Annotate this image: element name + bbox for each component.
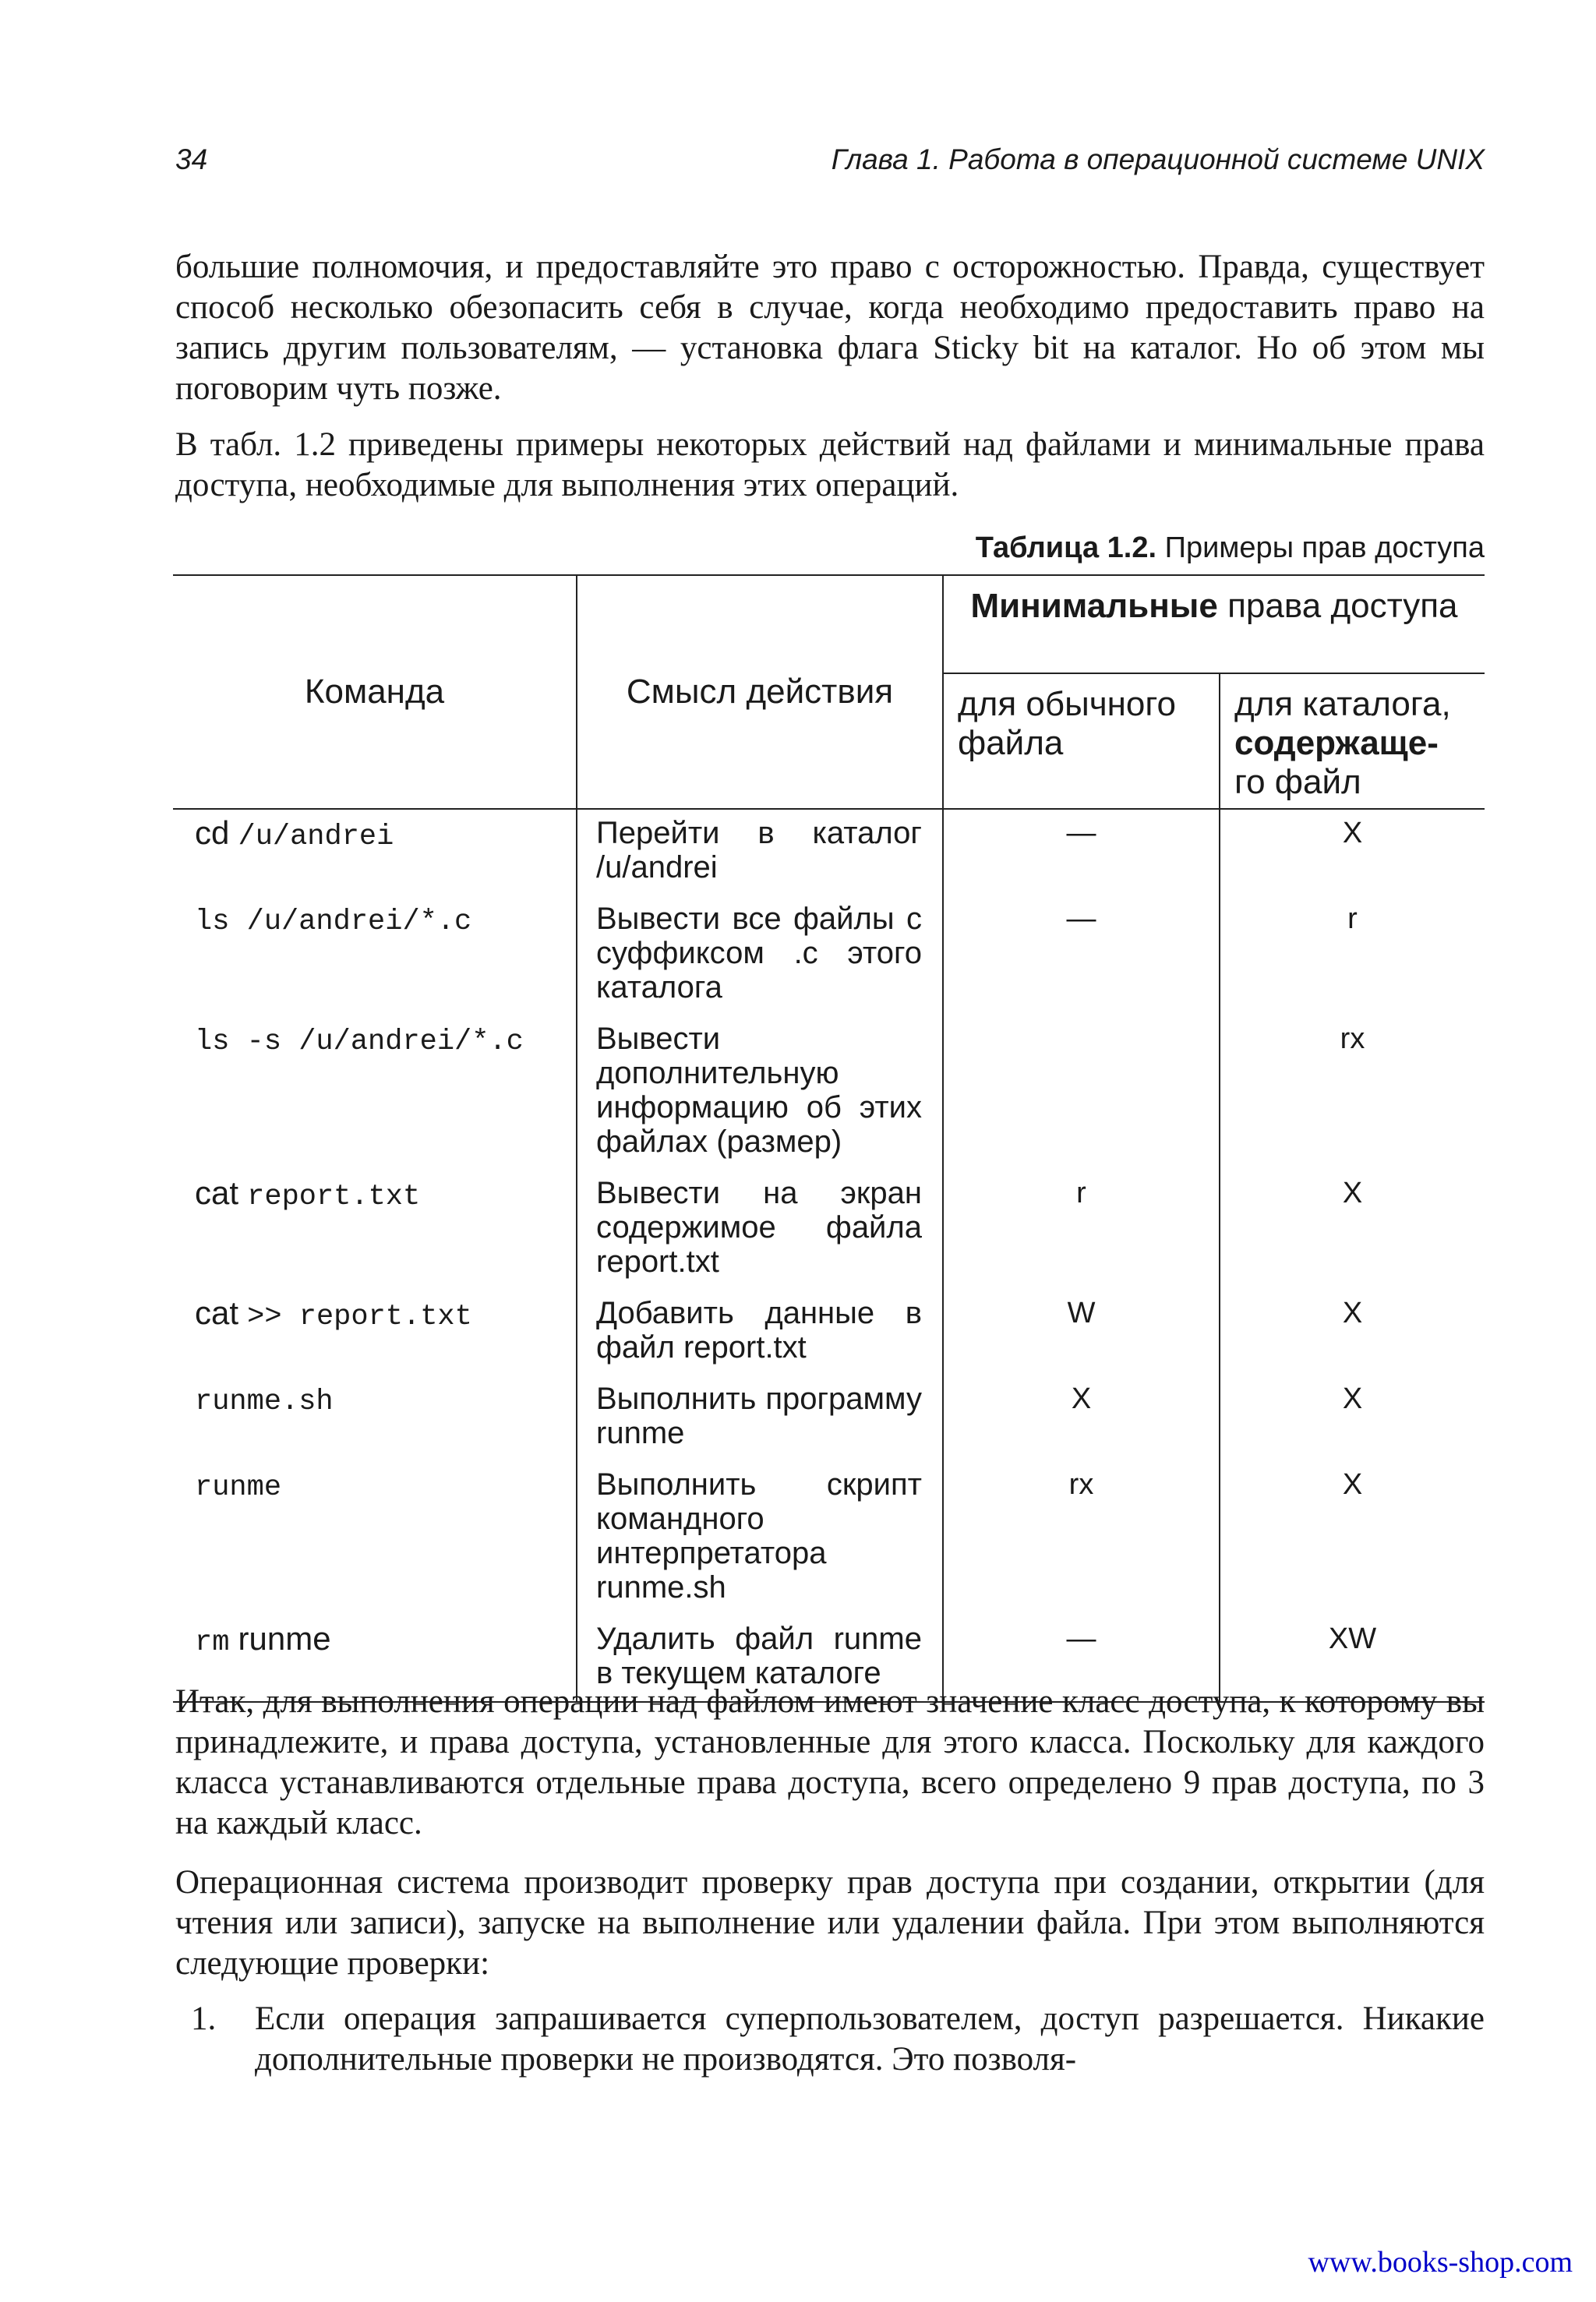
cell-action: Выполнить программу runme [577,1375,943,1461]
permissions-table [173,574,1485,1703]
table-caption-label: Таблица 1.2. [975,531,1157,564]
list-item [191,1999,1485,2080]
footer-website-link[interactable]: www.books-shop.com [1308,2246,1573,2279]
table-row [173,1375,1485,1461]
list-item-text: Если операция запрашивается суперпользователем, доступ разрешается. Никакие дополнительные проверки не производятся. Это позволя- [255,2000,1485,2078]
cell-command [173,809,577,895]
command-arg: >> report.txt [247,1301,472,1333]
dir-header-b: го файл [1234,763,1361,801]
page-header [175,139,1485,181]
command-arg: runme [238,1620,331,1657]
table-row [173,809,1485,895]
running-title: Глава 1. Работа в операционной системе UNIX [831,143,1485,175]
cell-file-permission: W [943,1290,1220,1375]
cell-action: Вывести на экран содержимое файла report.txt [577,1170,943,1290]
cell-command [173,1015,577,1170]
paragraph-table-intro: В табл. 1.2 приведены примеры некоторых действий над файлами и минимальные права доступа, необходимые для выполнения этих операций. [175,426,1485,503]
command-arg: /u/andrei [238,821,394,853]
cell-dir-permission: rx [1220,1015,1485,1170]
cell-command [173,1375,577,1461]
column-header-dir [1220,673,1485,809]
paragraph-checks: Операционная система производит проверку прав доступа при создании, открытии (для чтения или записи), запуске на выполнение или удалении файла. При этом выполняются следующие проверки: [175,1864,1485,1982]
table-caption-text: Примеры прав доступа [1164,531,1485,564]
cell-action: Вывести все файлы с суффиксом .c этого каталога [577,895,943,1015]
group-header-bold: Минимальные [970,587,1218,625]
list-item-number: 1. [191,2000,217,2037]
cell-file-permission: — [943,1615,1220,1702]
command-part: ls /u/andrei/*.c [195,906,472,938]
command-part: cd [195,814,230,851]
table-row [173,1170,1485,1290]
column-header-file: для обычного файла [943,673,1220,809]
cell-action: Выполнить скрипт командного интерпретатора runme.sh [577,1461,943,1615]
cell-dir-permission: X [1220,1290,1485,1375]
cell-command [173,1170,577,1290]
cell-file-permission: rx [943,1461,1220,1615]
cell-file-permission: — [943,809,1220,895]
cell-command [173,1461,577,1615]
cell-dir-permission: X [1220,809,1485,895]
command-part: cat [195,1294,239,1331]
dir-header-a: для каталога, [1234,685,1451,723]
page-number: 34 [175,143,208,175]
command-part: runme.sh [195,1386,334,1418]
cell-action: Удалить файл runme в текущем каталоге [577,1615,943,1702]
cell-action: Добавить данные в файл report.txt [577,1290,943,1375]
table-row [173,1015,1485,1170]
cell-file-permission: — [943,895,1220,1015]
cell-file-permission: X [943,1375,1220,1461]
table-row [173,1461,1485,1615]
cell-command [173,1290,577,1375]
cell-command [173,895,577,1015]
table-caption [175,528,1485,567]
cell-action: Перейти в каталог /u/andrei [577,809,943,895]
command-part: runme [195,1471,282,1504]
cell-dir-permission: XW [1220,1615,1485,1702]
cell-dir-permission: X [1220,1375,1485,1461]
group-header-rest: права доступа [1227,587,1458,625]
paragraph-access-class: Итак, для выполнения операции над файлом имеют значение класс доступа, к которому вы принадлежите, и права доступа, установленные для этого класса. Поскольку для каждого класса устанавливаются отдельные права доступа, всего определено 9 прав доступа, по 3 на каждый класс. [175,1683,1485,1841]
cell-file-permission [943,1015,1220,1170]
table-row [173,895,1485,1015]
command-arg: report.txt [247,1181,421,1213]
table-row [173,1290,1485,1375]
command-part: cat [195,1174,239,1211]
cell-dir-permission: X [1220,1170,1485,1290]
column-header-action: Смысл действия [577,575,943,809]
command-part: ls -s /u/andrei/*.c [195,1026,524,1058]
paragraph-intro: большие полномочия, и предоставляйте это право с осторожностью. Правда, существует способ несколько обезопасить себя в случае, когда необходимо предоставить право на запись другим пользователям, — установка флага Sticky bit на каталог. Но об этом мы поговорим чуть позже. [175,249,1485,407]
column-group-header [943,575,1485,673]
cell-dir-permission: X [1220,1461,1485,1615]
cell-action: Вывести дополнительную информацию об этих файлах (размер) [577,1015,943,1170]
cell-dir-permission: r [1220,895,1485,1015]
cell-file-permission: r [943,1170,1220,1290]
column-header-command: Команда [173,575,577,809]
command-part: rm [195,1626,230,1659]
dir-header-bold: содержаще- [1234,724,1439,762]
